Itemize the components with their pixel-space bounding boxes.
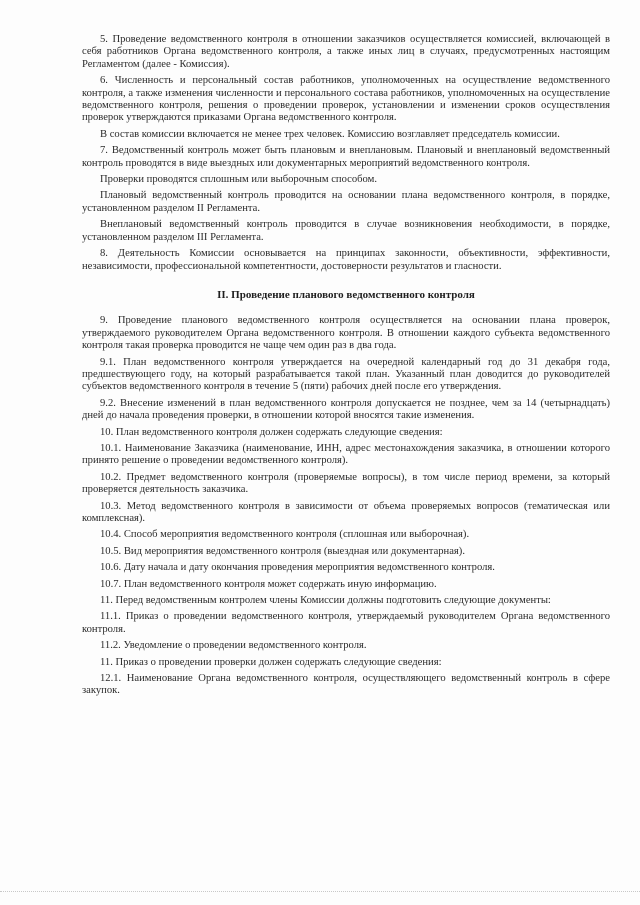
section-1	[82, 34, 610, 273]
section-2	[82, 315, 610, 698]
paragraph-9-1: 9.1. План ведомственного контроля утверждается на очередной календарный год до 31 декабря года, предшествующего году, на который разрабатывается такой план. Указанный план доводится до руководителей субъектов ведомственного контроля в течение 5 (пяти) рабочих дней после его утверждения.	[82, 356, 610, 393]
paragraph-7-planned: Плановый ведомственный контроль проводится на основании плана ведомственного контроля, в порядке, установленном разделом II Регламента.	[82, 190, 610, 214]
document-body	[82, 34, 610, 702]
paragraph-6: 6. Численность и персональный состав работников, уполномоченных на осуществление ведомственного контроля, а также изменения численности и персонального состава работников, уполномоченных на осуществление ведомственного контроля, решения о проведении проверок, установлении и изменении сроков осуществления проверок утверждаются приказами Органа ведомственного контроля.	[82, 75, 610, 124]
paragraph-9: 9. Проведение планового ведомственного контроля осуществляется на основании плана проверок, утверждаемого руководителем Органа ведомственного контроля. В отношении каждого субъекта ведомственного контроля такая проверка проводится не чаще чем один раз в два года.	[82, 315, 610, 352]
paragraph-10-4: 10.4. Способ мероприятия ведомственного контроля (сплошная или выборочная).	[100, 529, 470, 541]
section-2-title: II. Проведение планового ведомственного контроля	[217, 288, 475, 301]
paragraph-9-2: 9.2. Внесение изменений в план ведомственного контроля допускается не позднее, чем за 14 (четырнадцать) дней до начала проведения проверки, в отношении которой вносятся такие изменения.	[82, 397, 610, 422]
paragraph-10-5: 10.5. Вид мероприятия ведомственного контроля (выездная или документарная).	[100, 545, 465, 557]
paragraph-7-unplanned: Внеплановый ведомственный контроль проводится в случае возникновения необходимости, в порядке, установленном разделом III Регламента.	[82, 219, 610, 243]
paragraph-8: 8. Деятельность Комиссии основывается на принципах законности, объективности, эффективности, независимости, профессиональной компетентности, достоверности результатов и гласности.	[82, 248, 610, 272]
paragraph-7-methods: Проверки проводятся сплошным или выборочным способом.	[100, 174, 377, 186]
paragraph-5: 5. Проведение ведомственного контроля в отношении заказчиков осуществляется комиссией, включающей в себя работников Органа ведомственного контроля, а также иных лиц в случаях, предусмотренных настоящим Регламентом (далее - Комиссия).	[82, 34, 610, 70]
paragraph-10-1: 10.1. Наименование Заказчика (наименование, ИНН, адрес местонахождения заказчика, в отношении которого принято решение о проведении ведомственного контроля).	[82, 442, 610, 467]
paragraph-11-2: 11.2. Уведомление о проведении ведомственного контроля.	[100, 640, 367, 652]
paragraph-10-3: 10.3. Метод ведомственного контроля в зависимости от объема проверяемых вопросов (тематическая или комплексная).	[82, 500, 610, 524]
paragraph-11-order: 11. Приказ о проведении проверки должен содержать следующие сведения:	[100, 656, 442, 668]
paragraph-11-1: 11.1. Приказ о проведении ведомственного контроля, утверждаемый руководителем Органа ведомственного контроля.	[82, 611, 610, 635]
paragraph-11: 11. Перед ведомственным контролем члены Комиссии должны подготовить следующие документы:	[100, 595, 551, 607]
paragraph-6-commission: В состав комиссии включается не менее трех человек. Комиссию возглавляет председатель комиссии.	[100, 128, 560, 140]
paragraph-10: 10. План ведомственного контроля должен содержать следующие сведения:	[100, 426, 443, 438]
scan-edge-line	[0, 891, 640, 893]
paragraph-10-7: 10.7. План ведомственного контроля может содержать иную информацию.	[100, 578, 437, 590]
paragraph-12-1: 12.1. Наименование Органа ведомственного контроля, осуществляющего ведомственный контроль в сфере закупок.	[82, 673, 610, 697]
paragraph-10-6: 10.6. Дату начала и дату окончания проведения мероприятия ведомственного контроля.	[100, 562, 495, 574]
paragraph-7: 7. Ведомственный контроль может быть плановым и внеплановым. Плановый и внеплановый ведомственный контроль проводятся в виде выездных или документарных мероприятий ведомственного контроля.	[82, 145, 610, 169]
paragraph-10-2: 10.2. Предмет ведомственного контроля (проверяемые вопросы), в том числе период времени, за который проверяется деятельность заказчика.	[82, 471, 610, 496]
